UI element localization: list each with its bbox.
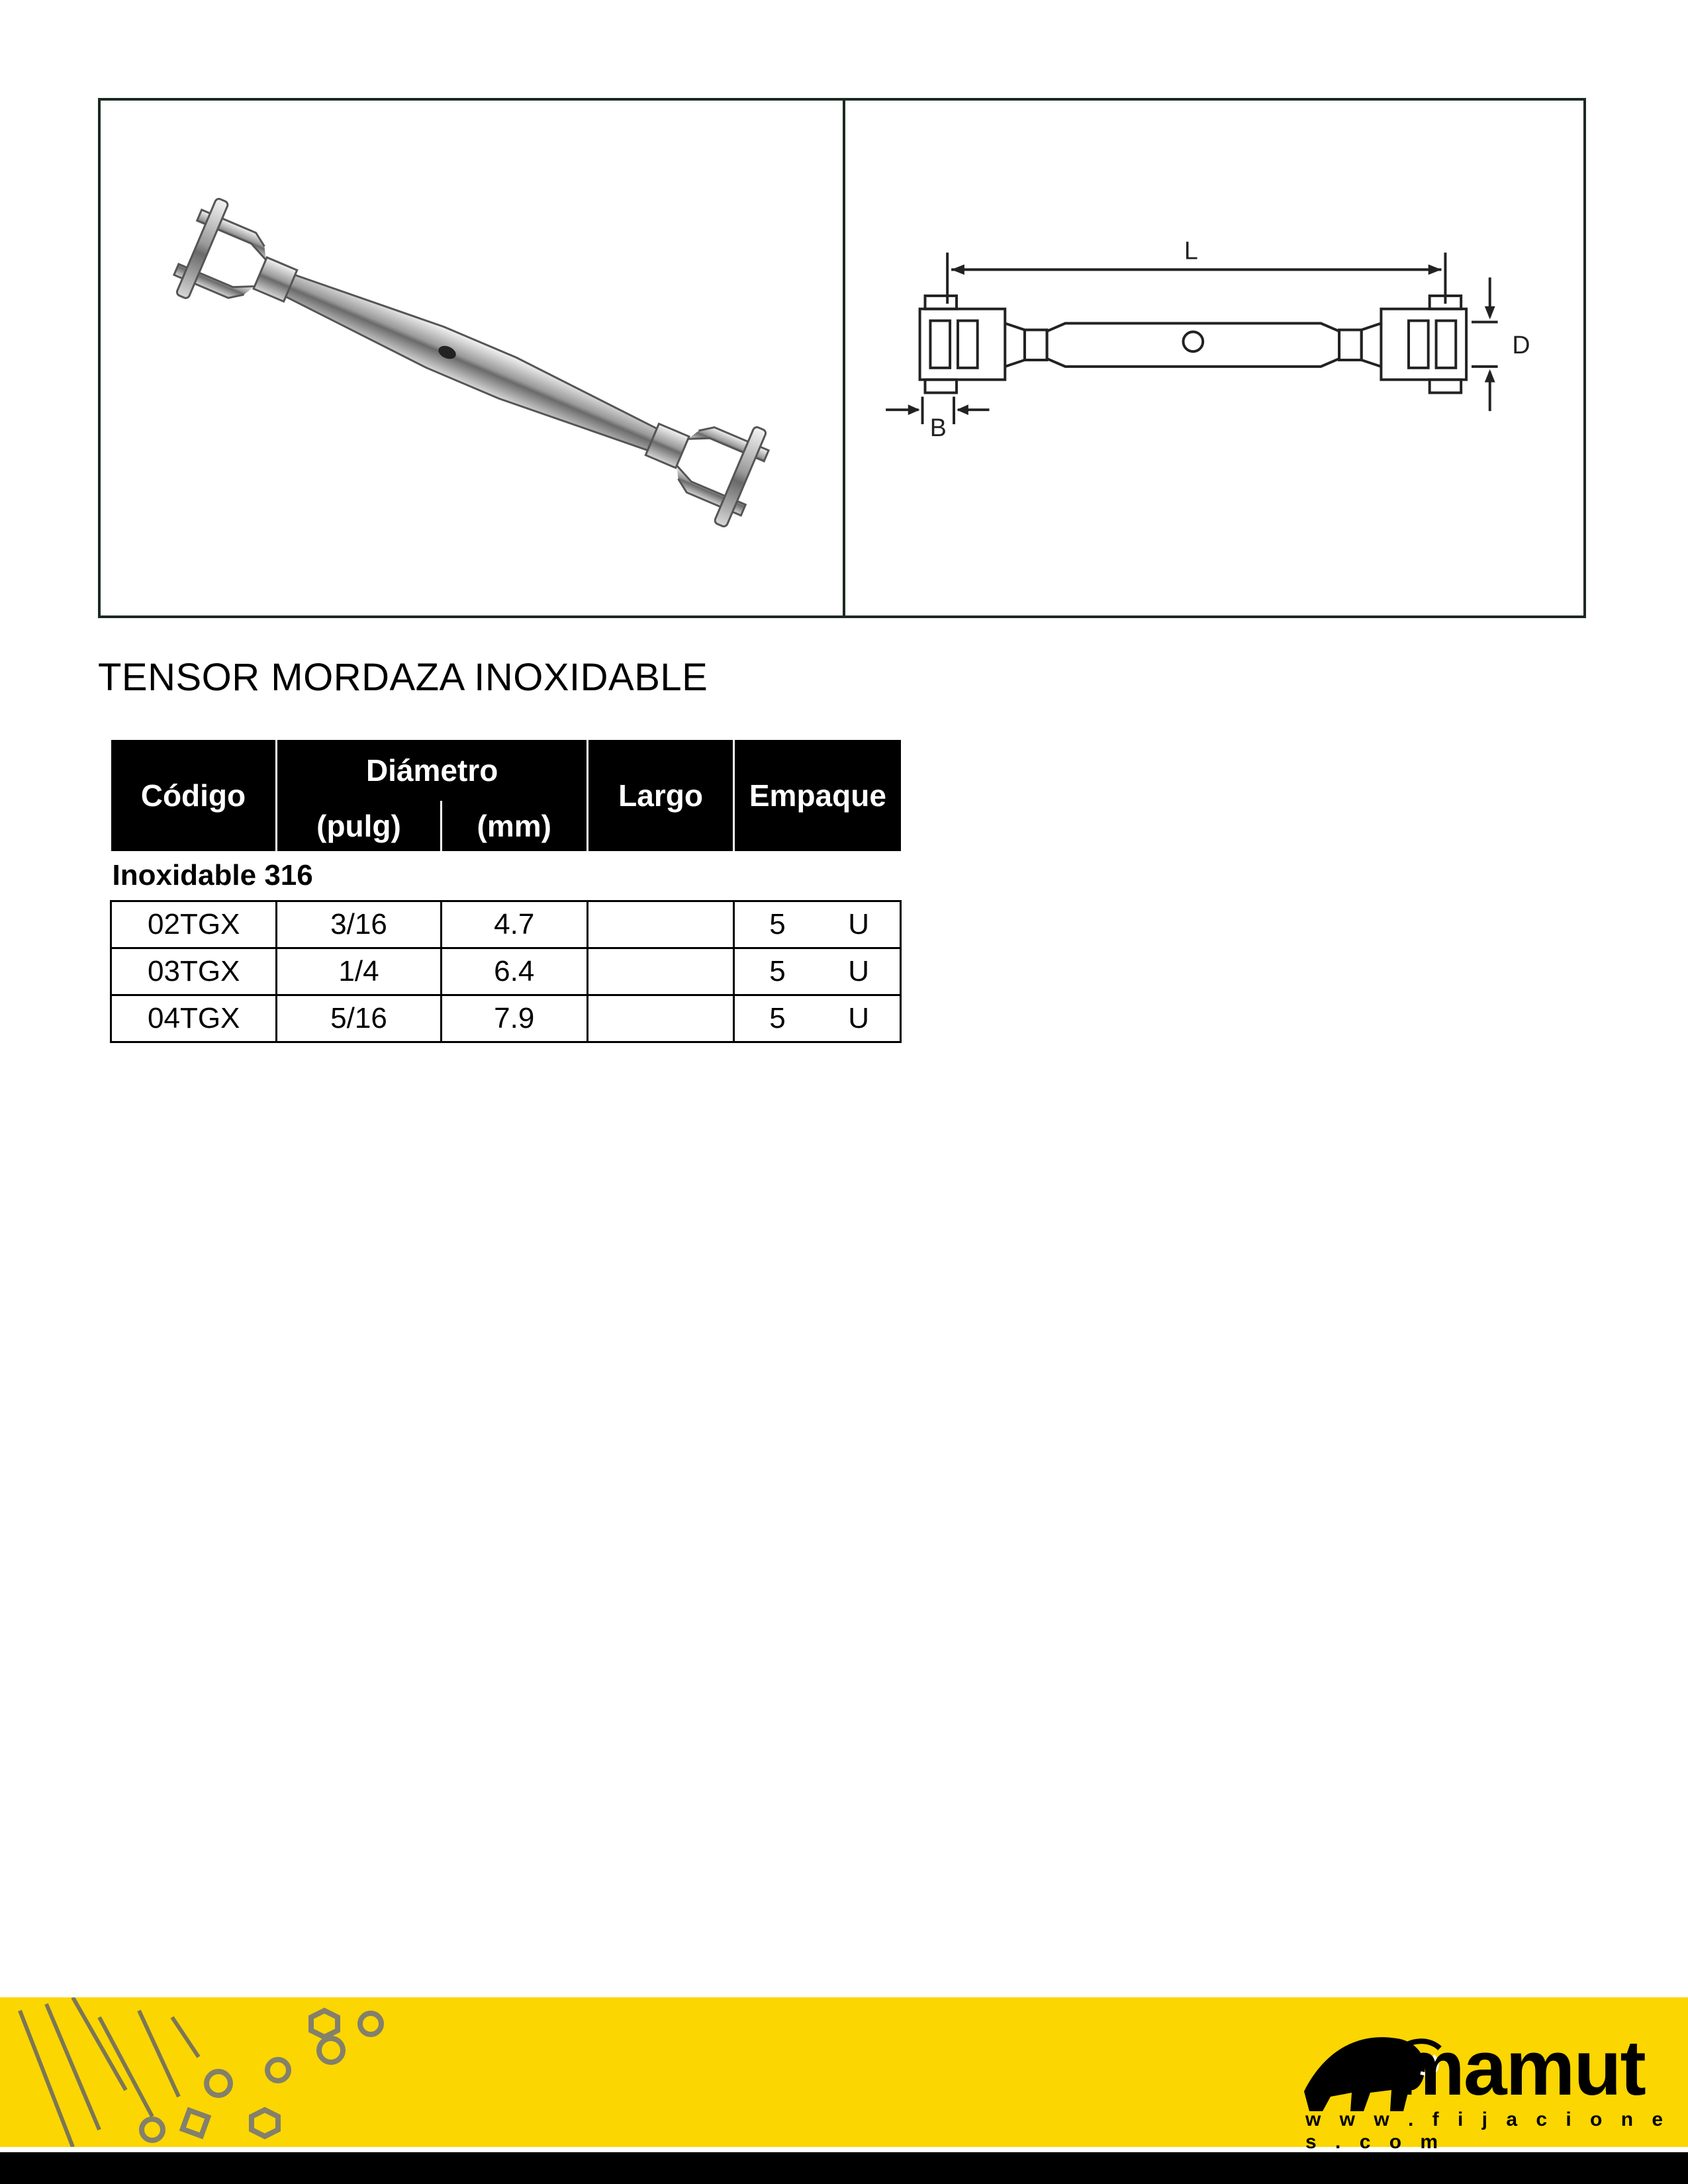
cell-code: 03TGX [111, 948, 277, 995]
hardware-collage-icon [0, 1997, 424, 2147]
pack-unit: U [848, 908, 869, 940]
cell-inch: 3/16 [277, 901, 441, 948]
turnbuckle-drawing [845, 101, 1583, 615]
brand-website[interactable]: w w w . f i j a c i o n e s . c o m [1305, 2109, 1670, 2153]
product-photo [101, 101, 843, 615]
product-image-frame [98, 98, 1586, 618]
cell-inch: 5/16 [277, 995, 441, 1042]
cell-pack [734, 995, 901, 1042]
brand-name: mamut [1395, 2025, 1645, 2112]
header-diameter-mm: (mm) [441, 801, 587, 851]
table-row [111, 995, 901, 1042]
spec-table [110, 740, 902, 1043]
header-diameter-inch: (pulg) [277, 801, 441, 851]
group-label: Inoxidable 316 [112, 859, 313, 891]
pack-unit: U [848, 955, 869, 987]
turnbuckle-photo [101, 101, 843, 615]
cell-code: 04TGX [111, 995, 277, 1042]
cell-pack [734, 901, 901, 948]
pack-qty: 5 [769, 955, 786, 987]
table-row [111, 901, 901, 948]
header-code: Código [111, 740, 277, 851]
header-diameter: Diámetro [277, 740, 587, 801]
label-width: B [929, 413, 947, 441]
pack-qty: 5 [769, 1002, 786, 1034]
header-pack: Empaque [734, 740, 901, 851]
cell-mm: 6.4 [441, 948, 587, 995]
cell-code: 02TGX [111, 901, 277, 948]
footer-bar [0, 2152, 1688, 2184]
header-length: Largo [587, 740, 733, 851]
cell-inch: 1/4 [277, 948, 441, 995]
cell-pack [734, 948, 901, 995]
pack-unit: U [848, 1002, 869, 1034]
dimension-diagram [845, 101, 1583, 615]
label-diameter: D [1512, 331, 1530, 359]
cell-length [587, 948, 733, 995]
cell-mm: 7.9 [441, 995, 587, 1042]
cell-length [587, 901, 733, 948]
pack-qty: 5 [769, 908, 786, 940]
table-row [111, 948, 901, 995]
label-length: L [1184, 236, 1198, 265]
cell-length [587, 995, 733, 1042]
product-title: TENSOR MORDAZA INOXIDABLE [98, 656, 708, 699]
cell-mm: 4.7 [441, 901, 587, 948]
